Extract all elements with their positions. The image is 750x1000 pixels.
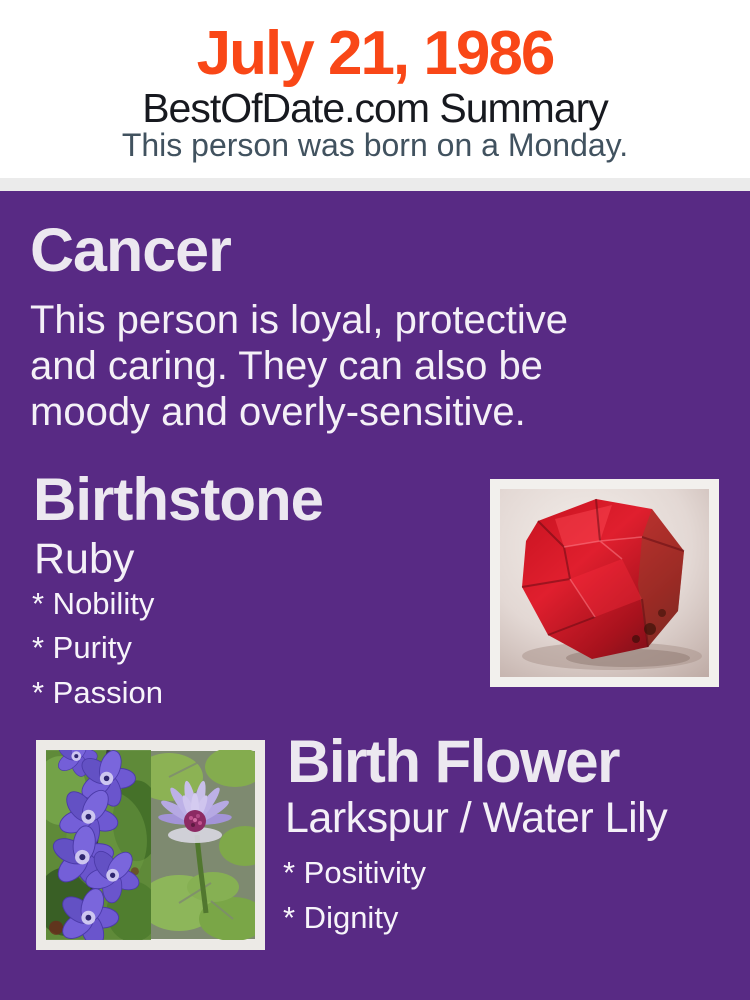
birth-flower-heading: Birth Flower	[287, 728, 620, 795]
birthstone-photo-frame	[490, 479, 719, 687]
zodiac-heading: Cancer	[30, 216, 231, 284]
birthstone-heading: Birthstone	[33, 466, 323, 533]
header-divider	[0, 178, 750, 191]
birthstone-trait: * Passion	[32, 675, 163, 710]
birth-flower-name: Larkspur / Water Lily	[285, 794, 668, 842]
ruby-photo	[500, 489, 709, 677]
zodiac-description-line: This person is loyal, protective	[30, 298, 569, 342]
page-title-date: July 21, 1986	[196, 19, 554, 88]
birthstone-trait: * Nobility	[32, 586, 155, 621]
zodiac-description-line: and caring. They can also be	[30, 344, 543, 388]
site-title: BestOfDate.com Summary	[142, 85, 608, 131]
birth-flower-trait: * Dignity	[283, 900, 399, 935]
birth-flower-photo-frame	[36, 740, 265, 950]
header	[0, 0, 750, 178]
born-day-subtitle: This person was born on a Monday.	[121, 127, 629, 163]
water-lily-photo	[151, 750, 255, 940]
zodiac-description-line: moody and overly-sensitive.	[30, 390, 526, 434]
birthstone-trait: * Purity	[32, 630, 132, 665]
birth-flower-trait: * Positivity	[283, 855, 426, 890]
birthstone-name: Ruby	[34, 535, 135, 583]
zodiac-description	[30, 297, 690, 435]
larkspur-photo	[46, 750, 151, 940]
